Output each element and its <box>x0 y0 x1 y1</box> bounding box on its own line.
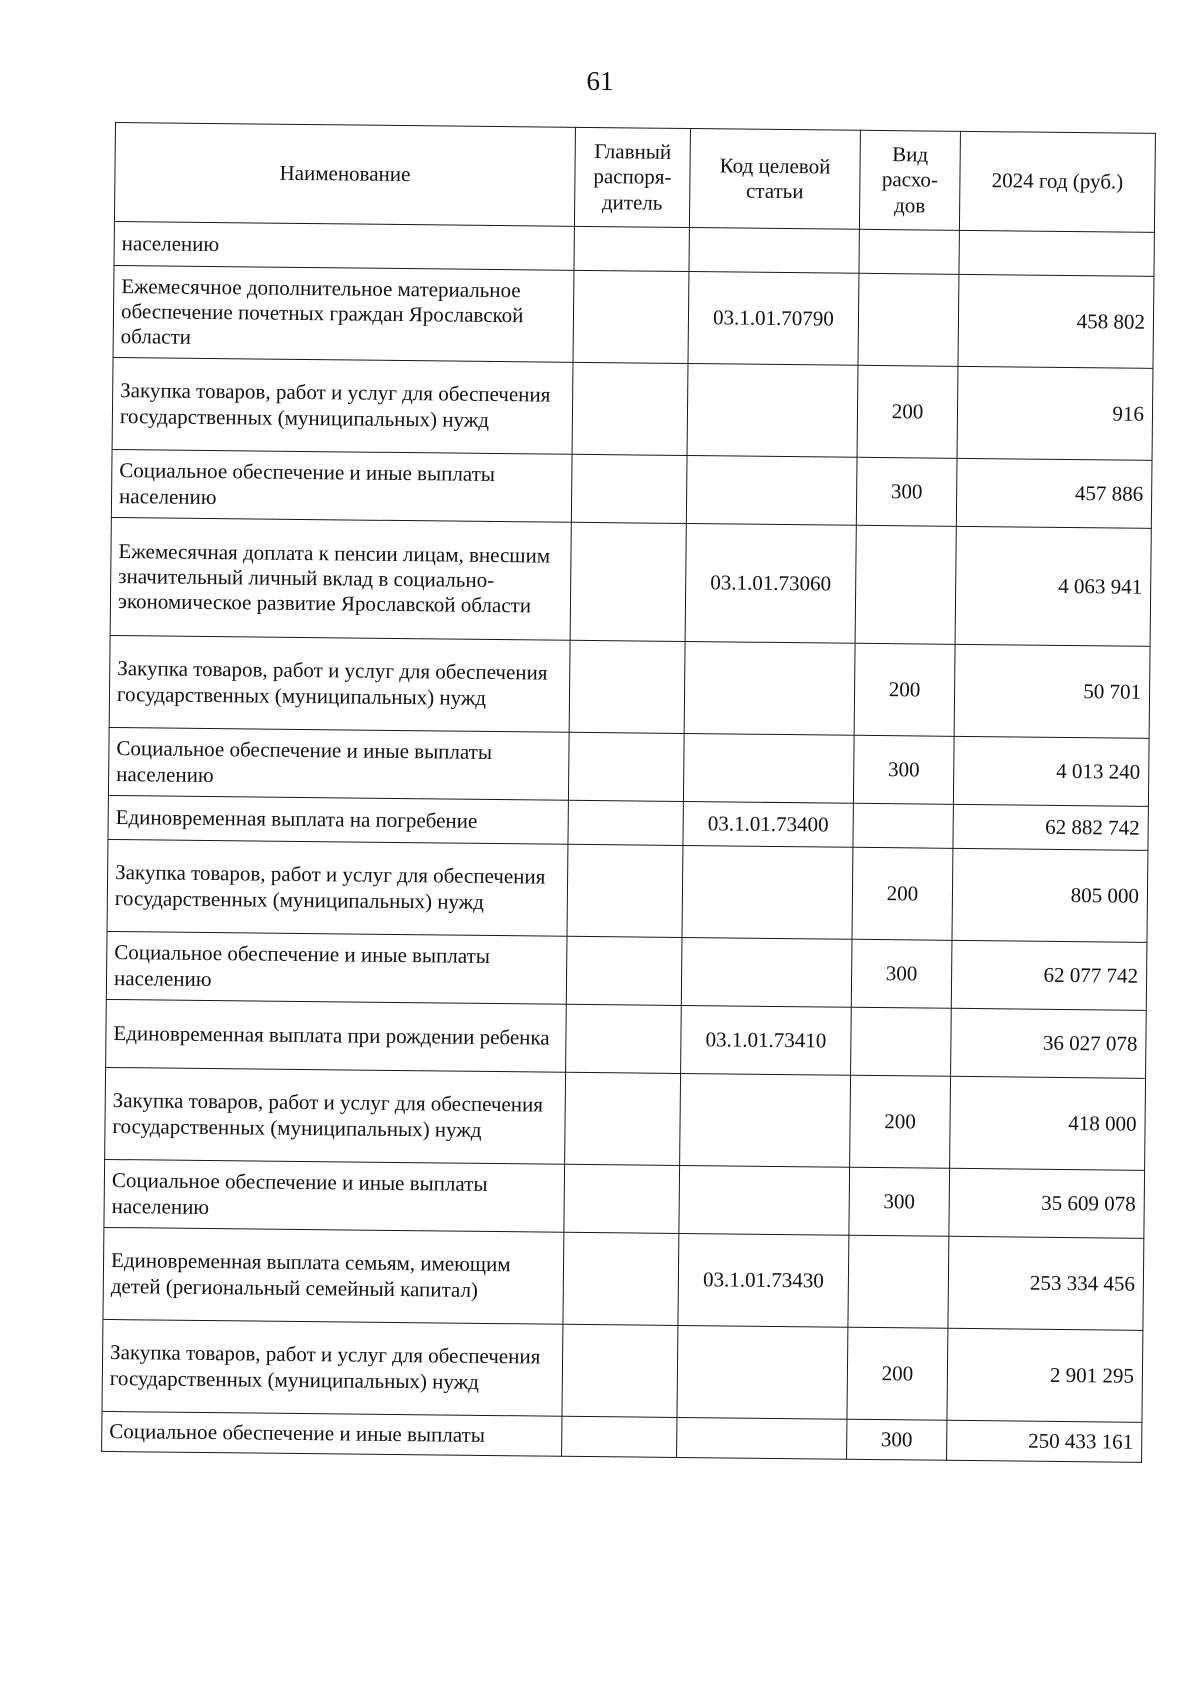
row-code-cell <box>680 1073 851 1167</box>
row-name-cell: населению <box>114 221 574 270</box>
row-amount-cell: 62 882 742 <box>953 804 1148 850</box>
table-row <box>105 1067 1146 1170</box>
row-amount-cell: 805 000 <box>952 848 1148 942</box>
row-name-cell: Социальное обеспечение и иные выплаты населению <box>106 931 567 1004</box>
row-type-cell: 200 <box>857 365 958 458</box>
row-type-cell <box>855 525 956 644</box>
row-name-cell: Закупка товаров, работ и услуг для обеспечения государственных (муниципальных) нужд <box>102 1319 563 1416</box>
row-manager-cell <box>568 732 684 801</box>
row-type-cell: 200 <box>852 847 953 940</box>
row-amount-cell: 4 013 240 <box>953 736 1149 806</box>
row-code-cell <box>681 937 852 1007</box>
row-manager-cell <box>566 936 682 1005</box>
row-manager-cell <box>569 640 685 733</box>
row-code-cell: 03.1.01.73430 <box>678 1233 849 1327</box>
row-amount-cell: 253 334 456 <box>948 1236 1144 1330</box>
row-amount-cell: 916 <box>957 366 1153 460</box>
budget-table <box>101 122 1156 1463</box>
row-manager-cell <box>564 1164 680 1233</box>
budget-table-container <box>101 122 1155 1463</box>
header-amount: 2024 год (руб.) <box>959 131 1155 232</box>
row-manager-cell <box>572 362 688 455</box>
row-name-cell: Социальное обеспечение и иные выплаты населению <box>111 449 572 522</box>
row-code-cell <box>679 1165 850 1235</box>
row-amount-cell: 2 901 295 <box>947 1328 1143 1422</box>
row-code-cell: 03.1.01.70790 <box>688 272 859 366</box>
row-amount-cell: 250 433 161 <box>947 1420 1142 1462</box>
row-name-cell: Единовременная выплата при рождении ребенка <box>106 999 567 1072</box>
row-type-cell: 300 <box>851 939 952 1008</box>
row-code-cell <box>689 228 859 274</box>
row-type-cell <box>848 1235 949 1328</box>
row-manager-cell <box>562 1324 678 1417</box>
table-row <box>111 449 1152 528</box>
row-manager-cell <box>568 800 683 845</box>
row-code-cell <box>682 845 853 939</box>
row-amount-cell: 50 701 <box>954 644 1150 738</box>
row-type-cell <box>859 229 959 274</box>
page-number: 61 <box>586 66 614 96</box>
row-type-cell: 300 <box>849 1167 950 1236</box>
row-code-cell <box>683 733 854 803</box>
row-manager-cell <box>565 1072 681 1165</box>
row-manager-cell <box>562 1416 677 1457</box>
table-row <box>108 727 1149 806</box>
row-amount-cell <box>959 230 1154 276</box>
row-code-cell: 03.1.01.73400 <box>683 801 853 847</box>
row-type-cell <box>858 273 959 366</box>
table-row <box>106 931 1147 1010</box>
row-amount-cell: 457 886 <box>956 458 1152 528</box>
header-type: Вид расхо-дов <box>859 130 960 230</box>
table-header-row <box>114 123 1155 233</box>
row-type-cell: 200 <box>847 1327 948 1420</box>
row-type-cell: 300 <box>856 457 957 526</box>
row-amount-cell: 4 063 941 <box>955 526 1151 646</box>
header-manager: Главный распоря-дитель <box>574 127 690 227</box>
row-code-cell <box>686 456 857 526</box>
row-manager-cell <box>567 844 683 937</box>
row-name-cell: Социальное обеспечение и иные выплаты населению <box>104 1159 565 1232</box>
row-type-cell: 200 <box>854 643 955 736</box>
row-name-cell: Единовременная выплата семьям, имеющим детей (региональный семейный капитал) <box>103 1227 564 1324</box>
table-row <box>106 999 1147 1078</box>
row-manager-cell <box>570 522 686 641</box>
row-manager-cell <box>566 1004 682 1073</box>
row-type-cell <box>853 803 953 848</box>
row-type-cell: 300 <box>847 1419 947 1460</box>
row-type-cell <box>851 1007 952 1076</box>
table-row <box>107 839 1148 942</box>
row-amount-cell: 35 609 078 <box>949 1168 1145 1238</box>
row-amount-cell: 62 077 742 <box>951 940 1147 1010</box>
row-manager-cell <box>571 454 687 523</box>
table-body <box>102 221 1155 1462</box>
row-name-cell: Единовременная выплата на погребение <box>108 795 568 844</box>
header-name: Наименование <box>114 123 575 227</box>
table-row <box>113 265 1154 368</box>
row-manager-cell <box>574 226 689 271</box>
table-row <box>110 517 1151 646</box>
row-name-cell: Закупка товаров, работ и услуг для обеспечения государственных (муниципальных) нужд <box>112 357 573 454</box>
row-code-cell: 03.1.01.73060 <box>685 524 856 644</box>
row-amount-cell: 36 027 078 <box>951 1008 1147 1078</box>
row-type-cell: 300 <box>853 735 954 804</box>
table-row <box>112 357 1153 460</box>
row-amount-cell: 418 000 <box>950 1076 1146 1170</box>
row-name-cell: Ежемесячное дополнительное материальное обеспечение почетных граждан Ярославской области <box>113 265 574 362</box>
table-row <box>102 1319 1143 1422</box>
table-row <box>103 1227 1144 1330</box>
row-name-cell: Закупка товаров, работ и услуг для обеспечения государственных (муниципальных) нужд <box>107 839 568 936</box>
row-name-cell: Ежемесячная доплата к пенсии лицам, внесшим значительный личный вклад в социально-экономическое развитие Ярославской области <box>110 517 571 640</box>
row-manager-cell <box>573 270 689 363</box>
row-code-cell <box>687 364 858 458</box>
row-code-cell: 03.1.01.73410 <box>681 1005 852 1075</box>
row-manager-cell <box>563 1232 679 1325</box>
row-code-cell <box>684 641 855 735</box>
table-row <box>109 635 1150 738</box>
table-row <box>104 1159 1145 1238</box>
row-amount-cell: 458 802 <box>958 274 1154 368</box>
header-code: Код целевой статьи <box>689 129 860 230</box>
row-name-cell: Закупка товаров, работ и услуг для обеспечения государственных (муниципальных) нужд <box>105 1067 566 1164</box>
row-name-cell: Закупка товаров, работ и услуг для обеспечения государственных (муниципальных) нужд <box>109 635 570 732</box>
row-type-cell: 200 <box>850 1075 951 1168</box>
row-name-cell: Социальное обеспечение и иные выплаты населению <box>108 727 569 800</box>
row-name-cell: Социальное обеспечение и иные выплаты <box>102 1411 562 1456</box>
row-code-cell <box>677 1417 847 1459</box>
row-code-cell <box>677 1325 848 1419</box>
